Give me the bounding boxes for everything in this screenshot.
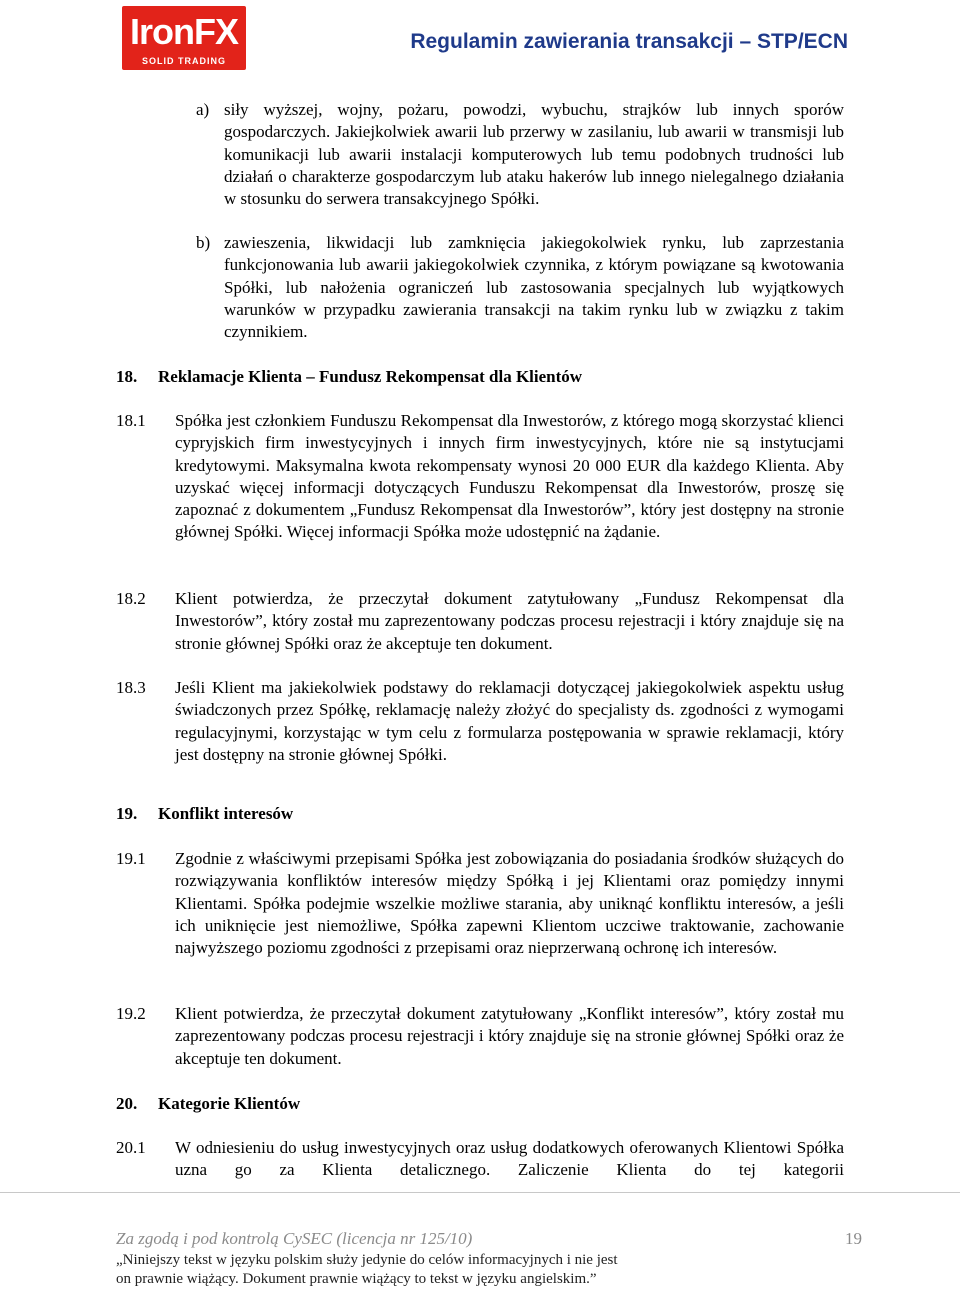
- ironfx-logo: [122, 6, 246, 70]
- section-19-heading: Konflikt interesów: [158, 804, 294, 823]
- clause-19-2-text: Klient potwierdza, że przeczytał dokument zatytułowany „Konflikt interesów”, który został mu zaprezentowany podczas procesu rejestracji i który znajduje się na stronie głównej Spółki oraz że akceptuje ten dokument.: [175, 1004, 844, 1068]
- footer-disclaimer: „Niniejszy tekst w języku polskim służy jedynie do celów informacyjnych i nie jest on prawnie wiążący. Dokument prawnie wiążący to tekst w języku angielskim.”: [116, 1252, 618, 1287]
- section-20-heading: Kategorie Klientów: [158, 1094, 301, 1113]
- list-marker-b: b): [196, 233, 211, 252]
- footer-divider: [0, 1192, 960, 1193]
- list-item-b-text: zawieszenia, likwidacji lub zamknięcia jakiegokolwiek rynku, lub zaprzestania funkcjonowania lub awarii jakiegokolwiek czynnika, z którym powiązane są kwotowania Spółki, lub nałożenia ograniczeń lub zastosowania specjalnych lub wyjątkowych warunków w przypadku zawierania transakcji na takim rynku lub w związku z takim czynnikiem.: [224, 233, 844, 342]
- section-18-heading: Reklamacje Klienta – Fundusz Rekompensat dla Klientów: [158, 367, 583, 386]
- clause-19-1-text: Zgodnie z właściwymi przepisami Spółka jest zobowiązania do posiadania środków służących do rozwiązywania konfliktów interesów między Spółką i jej Klientami oraz pomiędzy innymi Klientami. Spółka podejmie wszelkie możliwe starania, aby uniknąć konfliktu interesów, a jeśli ich uniknięcie jest niemożliwe, Spółka zapewni Klientom uczciwe traktowanie, zachowanie najwyższego poziomu zgodności z przepisami oraz nieprzerwaną ochronę ich interesów.: [175, 849, 844, 958]
- clause-18-3-number: 18.3: [116, 678, 146, 697]
- clause-19-1-number: 19.1: [116, 849, 146, 868]
- footer-license: Za zgodą i pod kontrolą CySEC (licencja nr 125/10): [116, 1229, 473, 1248]
- clause-20-1-text: W odniesieniu do usług inwestycyjnych oraz usług dodatkowych oferowanych Klientowi Spółka uzna go za Klienta detalicznego. Zaliczenie Klienta do tej kategorii: [175, 1138, 844, 1180]
- section-19-number: 19.: [116, 804, 138, 823]
- logo-tagline: SOLID TRADING: [142, 56, 226, 66]
- clause-18-2-text: Klient potwierdza, że przeczytał dokument zatytułowany „Fundusz Rekompensat dla Inwestorów”, który został mu zaprezentowany podczas procesu rejestracji i który znajduje się na stronie głównej Spółki oraz że akceptuje ten dokument.: [175, 589, 844, 653]
- clause-19-2-number: 19.2: [116, 1004, 146, 1023]
- list-marker-a: a): [196, 100, 210, 119]
- clause-18-1-text: Spółka jest członkiem Funduszu Rekompensat dla Inwestorów, z którego mogą skorzystać klienci cypryjskich firm inwestycyjnych i innych firm inwestycyjnych, które nie są instytucjami kredytowymi. Maksymalna kwota rekompensaty wynosi 20 000 EUR dla każdego Klienta. Aby uzyskać więcej informacji dotyczących Funduszu Rekompensat dla Inwestorów, proszę się zapoznać z dokumentem „Fundusz Rekompensat dla Inwestorów”, który jest dostępny na stronie głównej Spółki. Więcej informacji Spółka może udostępnić na żądanie.: [175, 411, 844, 542]
- clause-20-1-number: 20.1: [116, 1138, 146, 1157]
- section-18-number: 18.: [116, 367, 138, 386]
- logo-wordmark: IronFX: [130, 11, 238, 52]
- clause-18-2-number: 18.2: [116, 589, 146, 608]
- document-title: Regulamin zawierania transakcji – STP/ECN: [410, 30, 848, 53]
- clause-18-3-text: Jeśli Klient ma jakiekolwiek podstawy do reklamacji dotyczącej jakiegokolwiek aspektu usług świadczonych przez Spółkę, reklamację należy złożyć do specjalisty ds. zgodności z wymogami regulacyjnymi, korzystając w tym celu z formularza postępowania w sprawie reklamacji, który jest dostępny na stronie głównej Spółki.: [175, 678, 844, 764]
- clause-18-1-number: 18.1: [116, 411, 146, 430]
- page-number: 19: [845, 1229, 862, 1248]
- section-20-number: 20.: [116, 1094, 138, 1113]
- list-item-a-text: siły wyższej, wojny, pożaru, powodzi, wybuchu, strajków lub innych sporów gospodarczych. Jakiejkolwiek awarii lub przerwy w zasilaniu, lub awarii w transmisji lub komunikacji lub awarii instalacji komputerowych lub temu podobnych trudności lub działań o charakterze gospodarczym lub ataku hakerów lub innego nielegalnego działania w stosunku do serwera transakcyjnego Spółki.: [224, 100, 844, 209]
